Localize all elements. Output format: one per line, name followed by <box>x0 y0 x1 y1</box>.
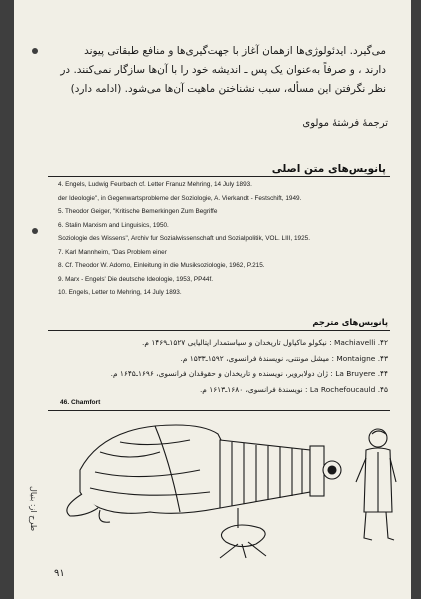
divider <box>48 330 390 331</box>
footnote-item: 9. Marx - Engels' Die deutsche Ideologie, 1953, PP44f. <box>58 275 214 283</box>
translator-note-item: ۴۳. Montaigne : میشل مونتنی، نویسندهٔ فرانسوی، ۱۵۹۲ـ۱۵۳۳ م. <box>180 353 388 363</box>
body-line: نظر نگرفتن این مسأله، سبب نشناختن ماهیت آن‌ها می‌شود. (ادامه دارد) <box>70 83 386 95</box>
body-paragraph <box>50 42 386 99</box>
punch-hole <box>32 228 38 234</box>
page-number: ۹۱ <box>54 568 65 579</box>
man-head <box>369 429 387 447</box>
cartoon-illustration <box>60 412 400 562</box>
cloth-hood <box>80 425 222 513</box>
footnote-item: Soziologie des Wissens", Archiv fur Sozialwissenschaft und Sozialpolitik, VOL. LIII, 1925. <box>58 235 310 242</box>
translator-notes-heading: پانویس‌های مترجم <box>312 317 388 327</box>
body-line: دارند ، و صرفاً به‌عنوان یک پس ـ اندیشه خود را با آن‌ها سازگار نمی‌کنند. در <box>60 64 386 76</box>
translator-note-item: ۴۵. La Rochefoucauld : نویسندهٔ فرانسوی، ۱۶۸۰ـ۱۶۱۳ م. <box>199 384 388 394</box>
original-notes-heading: پانویس‌های متن اصلی <box>271 163 386 175</box>
translator-notes-list <box>60 335 388 397</box>
original-notes-list <box>58 172 388 300</box>
translator-note-item: ۴۴. La Bruyere : ژان دولابرویر، نویسنده و تاریخدان و حقوقدان فرانسوی، ۱۶۹۶ـ۱۶۴۵ م. <box>110 369 388 378</box>
bellows <box>220 440 310 508</box>
body-line: می‌گیرد. ایدئولوژی‌ها ازهمان آغاز با جهت‌گیری‌ها و منافع طبقاتی پیوند <box>84 45 386 57</box>
footnote-item: 10. Engels, Letter to Mehring, 14 July 1893. <box>58 289 182 296</box>
tripod <box>221 508 265 547</box>
footnote-item: 6. Stalin Marxism and Linguisics, 1950. <box>58 221 169 229</box>
footnote-item: 8. Cf. Theodor W. Adorno, Einleitung in die Musiksoziologie, 1962, P.215. <box>58 262 265 269</box>
punch-hole <box>32 48 38 54</box>
footnote-item: 7. Karl Mannheim, "Das Problem einer <box>58 248 167 256</box>
last-footnote: 46. Chamfort <box>60 399 101 406</box>
translator-credit: ترجمهٔ فرشتهٔ مولوی <box>302 118 388 129</box>
footnote-item: 4. Engels, Ludwig Feurbach cf. Letter Franuz Mehring, 14 July 1893. <box>58 181 252 188</box>
translator-note-item: ۴۲. Machiavelli : نیکولو ماکیاول تاریخدان و سیاستمدار ایتالیایی ۱۵۲۷ـ۱۴۶۹ م. <box>142 338 388 347</box>
footnote-item: 5. Theodor Geiger, "Kritische Bemerkingen Zum Begriffe <box>58 208 218 215</box>
cartoon-signature: طرح از: بنیال <box>29 486 38 532</box>
divider <box>48 410 390 411</box>
lens-frame <box>310 446 324 496</box>
footnote-item: der Ideologie", in Gegenwartsprobleme der Soziologie, A. Vierkandt - Festschift, 1949. <box>58 194 302 202</box>
